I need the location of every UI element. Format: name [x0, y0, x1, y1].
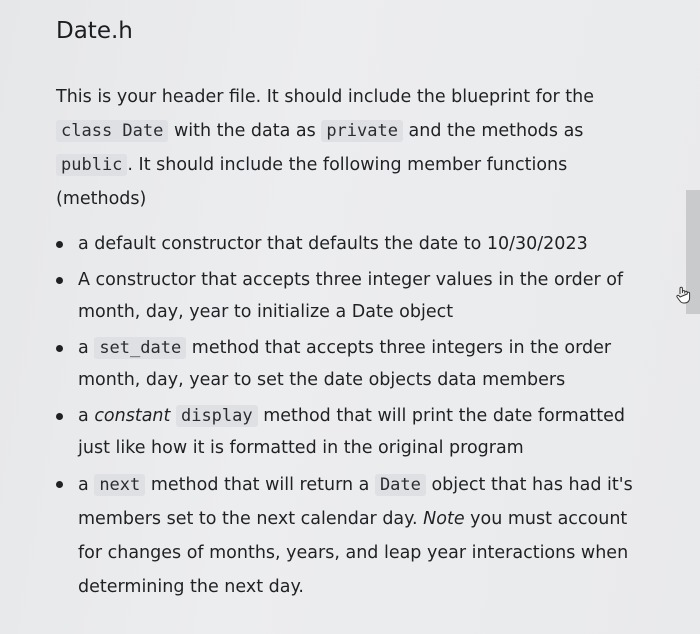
bullet-4-pre: a — [78, 406, 89, 426]
code-next: next — [94, 474, 145, 496]
bullet-4-emphasis: constant — [94, 406, 171, 426]
bullet-5-emphasis: Note — [423, 509, 465, 529]
bullet-icon — [56, 413, 63, 420]
code-public: public — [56, 154, 127, 176]
bullet-3-post: method that accepts three integers in the order month, day, year to set the date objects data members — [78, 338, 612, 390]
bullet-icon — [56, 241, 63, 248]
code-class-date: class Date — [56, 120, 168, 142]
intro-text-4: . It should include the following member functions (methods) — [56, 155, 568, 209]
member-function-list — [56, 228, 636, 604]
hand-cursor-icon — [674, 285, 694, 305]
bullet-5-post-2: you must account for changes of months, years, and leap year interactions when determining the next day. — [78, 509, 629, 597]
intro-paragraph — [56, 80, 636, 216]
intro-text-2: with the data as — [173, 121, 316, 141]
list-item — [56, 468, 636, 604]
bullet-5-pre: a — [78, 475, 89, 495]
bullet-5-mid: method that will return a — [150, 475, 370, 495]
code-set-date: set_date — [94, 337, 186, 359]
bullet-text-1: a default constructor that defaults the date to 10/30/2023 — [78, 234, 588, 254]
bullet-4-post: method that will print the date formatted just like how it is formatted in the original program — [78, 406, 626, 458]
bullet-icon — [56, 345, 63, 352]
bullet-icon — [56, 277, 63, 284]
list-item — [56, 400, 636, 464]
list-item — [56, 228, 636, 260]
intro-text-3: and the methods as — [408, 121, 584, 141]
page-title: Date.h — [56, 18, 133, 44]
code-date: Date — [375, 474, 426, 496]
bullet-3-pre: a — [78, 338, 89, 358]
list-item — [56, 332, 636, 396]
bullet-5-post-1: object that has had it's members set to the next calendar day. — [78, 475, 633, 529]
bullet-text-2: A constructor that accepts three integer values in the order of month, day, year to initialize a Date object — [78, 270, 624, 322]
list-item — [56, 264, 636, 328]
code-display: display — [176, 405, 258, 427]
intro-text-1: This is your header file. It should include the blueprint for the — [56, 87, 594, 107]
code-private: private — [321, 120, 403, 142]
bullet-icon — [56, 481, 63, 488]
